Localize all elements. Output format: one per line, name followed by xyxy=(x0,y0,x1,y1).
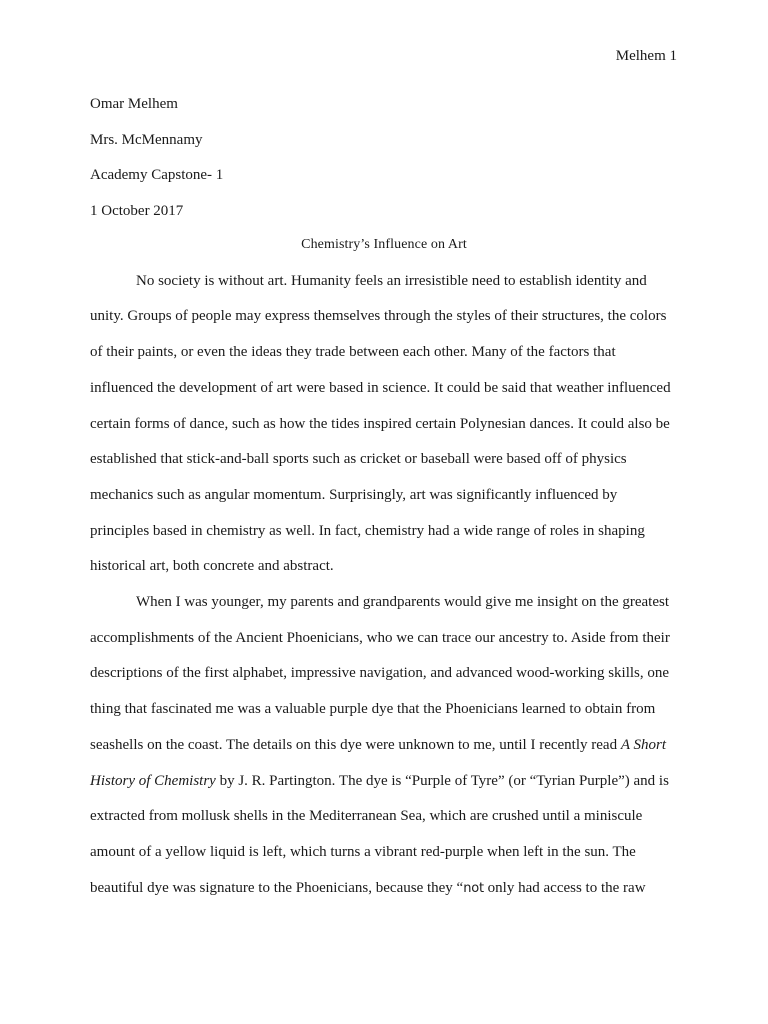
paragraph-1-line: influenced the development of art were based in science. It could be said that weather influenced xyxy=(90,380,671,396)
paragraph-1-line: No society is without art. Humanity feels an irresistible need to establish identity and xyxy=(136,273,647,289)
line-text: by J. R. Partington. The dye is “Purple of Tyre” (or “Tyrian Purple”) and is xyxy=(215,773,669,789)
line-text: seashells on the coast. The details on this dye were unknown to me, until I recently read xyxy=(90,737,621,753)
book-title-part-1: A Short xyxy=(620,737,666,753)
paragraph-2-line: extracted from mollusk shells in the Mediterranean Sea, which are crushed until a miniscule xyxy=(90,808,643,824)
paragraph-1-line: historical art, both concrete and abstract. xyxy=(90,558,334,574)
instructor-name: Mrs. McMennamy xyxy=(90,132,203,148)
line-text-sans: not xyxy=(463,881,484,896)
paragraph-2-line xyxy=(90,735,666,755)
essay-date: 1 October 2017 xyxy=(90,203,184,219)
course-name: Academy Capstone- 1 xyxy=(90,167,224,183)
paragraph-1-line: principles based in chemistry as well. In fact, chemistry had a wide range of roles in shaping xyxy=(90,523,645,539)
paragraph-2-line: When I was younger, my parents and grandparents would give me insight on the greatest xyxy=(136,594,670,610)
line-text: beautiful dye was signature to the Phoenicians, because they “ xyxy=(90,880,464,896)
essay-title: Chemistry’s Influence on Art xyxy=(301,237,467,252)
paragraph-2-line xyxy=(90,878,646,898)
paragraph-2-line xyxy=(90,771,669,791)
paragraph-1-line: mechanics such as angular momentum. Surprisingly, art was significantly influenced by xyxy=(90,487,618,503)
paragraph-1-line: certain forms of dance, such as how the tides inspired certain Polynesian dances. It could also be xyxy=(90,416,670,432)
paragraph-1-line: of their paints, or even the ideas they trade between each other. Many of the factors that xyxy=(90,344,616,360)
running-head: Melhem 1 xyxy=(615,48,677,64)
book-title-part-2: History of Chemistry xyxy=(90,773,216,789)
paragraph-1-line: unity. Groups of people may express themselves through the styles of their structures, the colors xyxy=(90,308,667,324)
line-text: only had access to the raw xyxy=(483,880,646,896)
paragraph-2-line: amount of a yellow liquid is left, which turns a vibrant red-purple when left in the sun. The xyxy=(90,844,636,860)
paragraph-1-line: established that stick-and-ball sports such as cricket or baseball were based off of physics xyxy=(90,451,627,467)
author-name: Omar Melhem xyxy=(90,96,178,112)
paragraph-2-line: thing that fascinated me was a valuable purple dye that the Phoenicians learned to obtain from xyxy=(90,701,656,717)
paragraph-2-line: descriptions of the first alphabet, impressive navigation, and advanced wood-working skills, one xyxy=(90,665,670,681)
paragraph-2-line: accomplishments of the Ancient Phoenicians, who we can trace our ancestry to. Aside from their xyxy=(90,630,670,646)
